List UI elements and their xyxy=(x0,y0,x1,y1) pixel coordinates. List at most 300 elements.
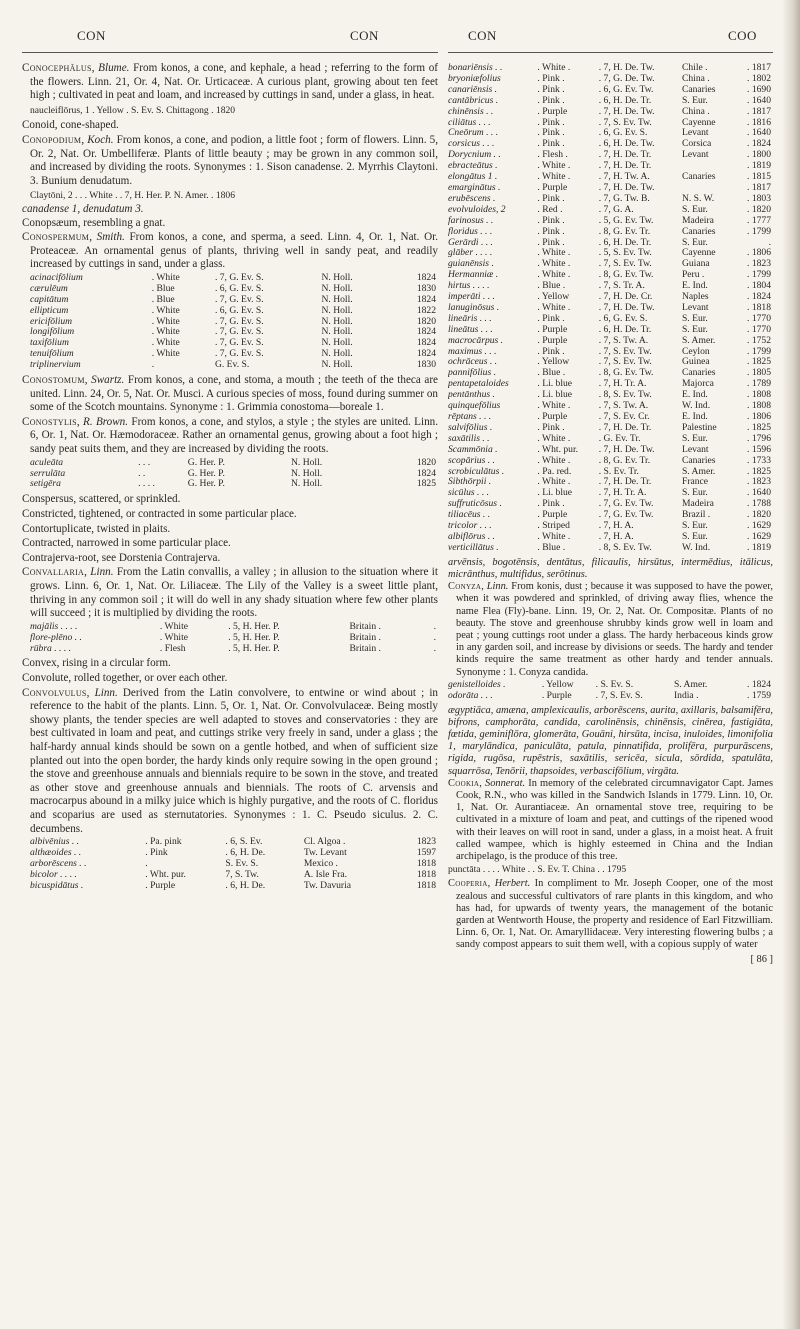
species-cell: . Purple xyxy=(537,334,568,346)
species-cell: tiliacēus . . xyxy=(448,509,491,521)
species-cell: genistelloides . xyxy=(448,678,506,690)
species-cell: . 7, S. Ev. Tw. xyxy=(598,116,652,128)
species-cell: . Yellow xyxy=(541,678,574,690)
species-cell: Ceylon xyxy=(681,345,710,357)
species-cell: . 7, G. Ev. Tw. xyxy=(598,509,654,521)
species-cell: . 1629 xyxy=(747,530,771,542)
species-row xyxy=(448,445,773,456)
species-cell: . 1817 xyxy=(747,181,771,193)
species-cell: ebracteātus . xyxy=(448,160,498,172)
species-cell: maximus . . . xyxy=(448,345,497,357)
species-cell: hirtus . . . . xyxy=(448,280,490,292)
species-cell: . 1629 xyxy=(747,520,771,532)
species-cell: Britain . xyxy=(349,642,381,654)
species-cell: althæoides . . xyxy=(30,847,82,859)
species-row xyxy=(448,96,773,107)
species-cell: . 8, G. Ev. Tw. xyxy=(598,367,654,379)
species-cell: . Blue . xyxy=(537,367,566,379)
species-cell: N. S. W. xyxy=(681,192,715,204)
species-cell: Levant xyxy=(681,301,709,313)
species-cell: Palestine xyxy=(681,421,717,433)
species-cell: N. Holl. xyxy=(290,456,323,468)
species-cell: . Flesh . xyxy=(537,149,568,161)
species-cell: saxātilis . . xyxy=(448,432,490,444)
species-cell: G. Her. P. xyxy=(187,467,225,479)
species-cell: W. Ind. xyxy=(681,400,711,412)
species-cell: . 5, G. Ev. Tw. xyxy=(598,214,654,226)
species-cell: . 5, H. Her. P. xyxy=(228,642,280,654)
species-cell: . 1815 xyxy=(747,171,771,183)
species-cell: . 1800 xyxy=(747,149,771,161)
species-cell: S. Eur. xyxy=(681,487,708,499)
species-cell: . 6, H. De. Tr. xyxy=(598,94,652,106)
left-column xyxy=(22,62,438,895)
species-cell: verticillātus . xyxy=(448,541,499,553)
species-cell: . 7, H. De. Tw. xyxy=(598,62,655,73)
species-cell: Cayenne xyxy=(681,116,716,128)
species-cell: . 5, S. Ev. Tw. xyxy=(598,247,652,259)
species-cell: . Li. blue xyxy=(537,487,573,499)
species-cell: S. Amer. xyxy=(673,678,708,690)
entry-contrajerva: Contrajerva-root, see Dorstenia Contrajerva. xyxy=(22,551,221,564)
species-cell: . 6, G. Ev. S. xyxy=(598,312,648,324)
species-cell: India . xyxy=(673,689,699,701)
species-cell: . White xyxy=(159,631,188,643)
species-cell: triplinervium xyxy=(30,359,81,371)
species-line: punctāta . . . . White . . S. Ev. T. China . . 1795 xyxy=(448,864,627,876)
species-cell: N. Holl. xyxy=(321,271,353,283)
species-cell: N. Holl. xyxy=(321,293,353,305)
species-table-conostylis xyxy=(22,458,438,491)
species-cell: Canaries xyxy=(681,454,716,466)
species-cell: S. Eur. xyxy=(681,236,708,248)
entry-convallaria: Convallaria, Linn. From the Latin convallis, a valley ; in allusion to the situation where it grows. Linn. 6, Or. 1, Nat. Or. Liliaceæ. The Lily of the Valley is a sweet little plant, thriving in any common soil ; it will do well in any shady situation where few other plants will succeed ; it is multiplied by dividing the roots. xyxy=(22,566,438,620)
species-row xyxy=(448,336,773,347)
species-cell: ochrāceus . . xyxy=(448,356,498,368)
species-cell: . 1824 xyxy=(747,138,771,150)
species-cell: France xyxy=(681,476,709,488)
species-cell: . 6, G. Ev. Tw. xyxy=(598,83,654,95)
species-cell: . White . xyxy=(537,247,571,259)
species-row xyxy=(22,360,438,371)
species-cell: . 8, G. Ev. Tw. xyxy=(598,269,654,281)
species-cell: Britain . xyxy=(349,631,381,643)
species-cell: evolvuloides, 2 xyxy=(448,203,506,215)
species-cell: N. Holl. xyxy=(321,337,353,349)
species-cell: . Pink . xyxy=(537,225,565,237)
species-cell: . Pink . xyxy=(537,192,565,204)
species-cell: Levant xyxy=(681,127,709,139)
species-cell: . 1824 xyxy=(747,678,771,690)
species-cell: . 7, S. Ev. Cr. xyxy=(598,411,650,422)
species-cell: . White xyxy=(159,620,188,632)
left-running-header xyxy=(22,22,438,53)
synonym-tail xyxy=(448,557,773,581)
species-cell: . Pa. red. xyxy=(537,465,572,477)
species-cell: . 1759 xyxy=(747,689,771,701)
species-row xyxy=(22,633,438,644)
species-cell: S. Eur. xyxy=(681,323,708,335)
species-cell: 1822 xyxy=(416,304,436,316)
left-header-word-1: CON xyxy=(77,28,106,43)
species-cell: guianēnsis . xyxy=(448,258,494,270)
species-cell: . White . xyxy=(537,160,571,172)
species-cell: . Purple xyxy=(145,879,176,891)
species-cell: . 6, H. De. xyxy=(225,847,266,859)
species-cell: . Pink xyxy=(145,847,168,859)
species-cell: . 7, S. Ev. S. xyxy=(595,689,643,701)
species-cell: E. Ind. xyxy=(681,389,708,401)
species-cell: . 7, H. De. Tw. xyxy=(598,443,655,455)
species-cell: S. Eur. xyxy=(681,530,708,542)
species-table-convolvulus-continued xyxy=(448,63,773,554)
species-cell: Naples xyxy=(681,291,709,303)
species-cell: imperāti . . . xyxy=(448,291,495,303)
right-column xyxy=(448,62,773,966)
species-table-conyza xyxy=(448,680,773,702)
species-cell: rūbra . . . . xyxy=(30,642,72,654)
species-cell: . Purple xyxy=(541,689,572,701)
species-row xyxy=(22,622,438,633)
species-cell: . 1799 xyxy=(747,225,771,237)
species-cell: . White . xyxy=(537,171,571,183)
species-row xyxy=(448,107,773,118)
species-cell: . Purple xyxy=(537,105,568,117)
species-cell: . Purple xyxy=(537,181,568,193)
species-cell: Canaries xyxy=(681,83,716,95)
species-cell: . 8, G. Ev. Tr. xyxy=(598,454,651,466)
entry-conostylis: Conostylis, R. Brown. From konos, a cone, and stylos, a style ; the styles are united. Linn. 6, Or. 1, Nat. Or. Hæmodoraceæ. Rather an ornamental genus, growing about a foot high ; sandy peat suits them, and they are increased by dividing the roots. xyxy=(22,415,438,456)
species-cell: China . xyxy=(681,72,710,84)
species-cell: N. Holl. xyxy=(290,478,323,490)
species-cell: Chile . xyxy=(681,62,708,73)
species-cell: . 1806 xyxy=(747,411,771,422)
species-cell: China . xyxy=(681,105,710,117)
species-cell: Guinea xyxy=(681,356,710,368)
entry-conostomum: Conostomum, Swartz. From konos, a cone, and stoma, a mouth ; the teeth of the theca are united. Linn. 24, Or. 5, Nat. Or. Musci. A curious species of moss, found during summer on some of the Scotch mountains. Synonyme : 1. Grimmia conostoma—boreale 1. xyxy=(22,374,438,414)
species-cell: . Blue xyxy=(151,293,175,305)
species-cell: . 6, G. Ev. S. xyxy=(214,282,264,294)
entry-body: In memory of the celebrated circumnavigator Capt. James Cook, R.N., who was killed in the Sandwich Islands in 1779. Linn. 10, Or. 1, Nat. Or. Aurantiaceæ. An ornamental stove tree, requiring to be cultivated in a mixture of loam and peat, and cuttings of the ripened wood with their leaves on will root in sand, under a glass, in a moist heat. A fruit called wampee, which is highly esteemed in China and the Indian archipelago, is the produce of this tree. xyxy=(456,777,773,863)
species-cell: . Pa. pink xyxy=(145,836,182,848)
species-cell: longifōlium xyxy=(30,326,75,338)
entry-author: Linn. xyxy=(94,686,118,699)
species-cell: Tw. Levant xyxy=(303,847,347,859)
species-cell: . 1824 xyxy=(747,291,771,303)
entry-body: From konis, dust ; because it was supposed to have the power, when it was powdered and sprinkled, of driving away flies, whence the name Flea (Fly)-bane. Linn. 19, Or. 2, Nat. Or. Compositæ. Plants of no beauty. The stove and greenhouse shrubby kinds grow well in loam and peat ; young cuttings root under a glass. The hardy herbaceous kinds grow in any garden soil, and increase by divisions or seeds. The hardy and tender kinds require the same treatment as other hardy and tender annuals. Synonyme : 1. Conyza candida. xyxy=(456,581,773,678)
species-cell: Cl. Algoa . xyxy=(303,836,346,848)
species-row xyxy=(448,456,773,467)
species-cell: 1824 xyxy=(416,348,436,360)
entry-convex: Convex, rising in a circular form. xyxy=(22,657,171,670)
species-cell: corsicus . . . xyxy=(448,138,495,150)
species-row xyxy=(22,469,438,480)
species-cell: A. Isle Fra. xyxy=(303,868,348,880)
species-cell: . 1820 xyxy=(747,203,771,215)
species-cell: salvifōlius . xyxy=(448,421,493,433)
entry-author: Koch. xyxy=(87,133,114,146)
entry-conspersus: Conspersus, scattered, or sprinkled. xyxy=(22,493,181,506)
species-cell: . 1819 xyxy=(747,541,771,553)
species-row xyxy=(448,543,773,554)
species-cell: majālis . . . . xyxy=(30,620,78,632)
species-cell: Canaries xyxy=(681,225,716,237)
species-cell: . 7, H. De. Tw. xyxy=(598,301,655,313)
entry-body: Derived from the Latin convolvere, to entwine or wind about ; in reference to the habit of the plants. Linn. 5, Or. 1, Nat. Or. Convolvulaceæ. Being mostly showy plants, the tender species are well adapted to stoves and conservatories : they are best cultivated in loam and peat, and cuttings strike very freely in sand, under a glass ; the half-hardy annual kinds should be sown on a gentle hotbed, and when of sufficient size planted out into the open border, the hardy kinds only require sowing in the open ground ; the stove and greenhouse annuals and biennials require to be sown in the stove, and treated as other stove and greenhouse annuals and biennials. The roots of C. arvensis and macrocarpus abound in a milky juice which is highly purgative, and the roots of C. floridus and scoparius are used as sternutatories. Synonymes : 1. C. Pseudo siculus. 2. C. decumbens. xyxy=(30,686,438,835)
species-cell: Guiana xyxy=(681,258,710,270)
species-cell: macrocārpus . xyxy=(448,334,504,346)
species-cell: . 1770 xyxy=(747,323,771,335)
species-row xyxy=(22,644,438,655)
species-cell: Brazil . xyxy=(681,509,711,521)
species-cell: 1820 xyxy=(416,456,436,468)
species-cell: Corsica xyxy=(681,138,712,150)
species-cell: . 7, H. De. Tr. xyxy=(598,476,652,488)
species-cell: tenuifōlium xyxy=(30,348,74,360)
entry-conopodium: Conopodium, Koch. From konos, a cone, and podion, a little foot ; form of flowers. Linn. 5, Or. 2, Nat. Or. Umbelliferæ. Plants of little beauty ; may be grown in any common soil, and increased by dividing the roots. Synonymes : 1. Sison canadense. 2. Myrrhis Claytoni. 3. Bunium denudatum. xyxy=(22,133,438,187)
species-line: naucleiflōrus, 1 . Yellow . S. Ev. S. Chittagong . 1820 xyxy=(30,104,236,116)
species-cell: . Li. blue xyxy=(537,378,573,390)
species-cell: W. Ind. xyxy=(681,541,711,553)
species-cell: 1824 xyxy=(416,467,436,479)
species-cell: . Blue . xyxy=(537,541,566,553)
entry-head: Cooperia xyxy=(448,878,488,890)
species-cell: Levant xyxy=(681,149,709,161)
species-cell: . S. Ev. Tr. xyxy=(598,465,639,477)
species-cell: . 7, G. De. Tw. xyxy=(598,72,655,84)
species-cell: lanuginōsus . xyxy=(448,301,500,313)
species-table-convolvulus xyxy=(22,837,438,892)
species-cell: . 7, H. De. Tw. xyxy=(598,181,655,193)
species-cell: . 7, G. A. xyxy=(598,203,634,215)
species-cell: Madeira xyxy=(681,498,714,510)
species-cell: 1824 xyxy=(416,326,436,338)
species-cell: . . xyxy=(138,467,146,479)
species-cell: . Red . xyxy=(537,203,563,215)
species-cell: Levant xyxy=(681,443,709,455)
species-cell: . 1806 xyxy=(747,247,771,259)
species-row xyxy=(22,306,438,317)
species-cell: . White xyxy=(151,304,180,316)
species-cell: 1818 xyxy=(416,868,436,880)
species-row xyxy=(22,295,438,306)
species-cell: . S. Ev. S. xyxy=(595,678,634,690)
entry-conospermum: Conospermum, Smith. From konos, a cone, and sperma, a seed. Linn. 4, Or. 1, Nat. Or. Proteaceæ. An ornamental genus of plants, thriving well in sandy peat, and readily increased by cuttings in sand, under a glass. xyxy=(22,231,438,271)
species-cell: . White . xyxy=(537,400,571,412)
species-cell: . Wht. pur. xyxy=(145,868,186,880)
species-cell: . 6, H. De. Tr. xyxy=(598,236,652,248)
right-header-word-2: COO xyxy=(728,28,757,43)
species-cell: S. Ev. S. xyxy=(225,857,259,869)
species-cell: cantābricus . xyxy=(448,94,499,106)
species-cell: . 7, G. Ev. S. xyxy=(214,337,264,349)
entry-author: Smith. xyxy=(96,231,125,244)
species-cell: . 7, H. De. Cr. xyxy=(598,291,653,303)
entry-body: From konos, a cone, and kephale, a head ; referring to the form of the flowers. Linn. 21, Or. 4, Nat. Or. Urticaceæ. A curious plant, growing about ten feet high ; cultivated in peat and loam, and increased by cuttings in sand, under a glass, in heat. xyxy=(30,62,438,102)
entry-head: Cookia xyxy=(448,777,480,789)
species-cell: Canaries xyxy=(681,367,716,379)
right-running-header xyxy=(448,22,773,53)
entry-head: Conospermum xyxy=(22,231,90,244)
species-row xyxy=(22,458,438,469)
species-cell: scopārius . . xyxy=(448,454,495,466)
species-cell: flore-plēno . . xyxy=(30,631,82,643)
species-cell: farinosus . . xyxy=(448,214,494,226)
species-cell: . 1803 xyxy=(747,192,771,204)
species-table-convallaria xyxy=(22,622,438,655)
species-cell: . 1817 xyxy=(747,62,771,73)
entry-author: Sonnerat. xyxy=(485,777,526,789)
species-cell: . 7, G. Ev. S. xyxy=(214,293,264,305)
species-line: Claytōni, 2 . . . White . . 7, H. Her. P. N. Amer. . 1806 xyxy=(30,190,236,202)
species-cell: . 7, G. Ev. S. xyxy=(214,271,264,283)
species-cell: floridus . . . xyxy=(448,225,493,237)
species-cell: . xyxy=(433,631,436,643)
species-cell: G. Ev. S. xyxy=(214,359,250,371)
species-cell: 1818 xyxy=(416,857,436,869)
species-cell: . Pink . xyxy=(537,421,565,433)
species-cell: lineāris . . . xyxy=(448,312,492,324)
species-table-conospermum xyxy=(22,273,438,371)
species-cell: canariēnsis . xyxy=(448,83,498,95)
entry-head: Conostylis xyxy=(22,415,77,428)
species-cell: . White . xyxy=(537,454,571,466)
species-cell: . 7, S. Tr. A. xyxy=(598,280,645,292)
species-cell: . 1796 xyxy=(747,432,771,444)
species-cell: . 7, H. Tr. A. xyxy=(598,487,647,499)
species-cell: . Pink . xyxy=(537,498,565,510)
species-cell: chinēnsis . . xyxy=(448,105,494,117)
species-cell: Scammōnia . xyxy=(448,443,498,455)
species-cell: erubēscens . xyxy=(448,192,496,204)
species-cell: . 1733 xyxy=(747,454,771,466)
species-cell: N. Holl. xyxy=(321,315,353,327)
species-cell: . 7, G. Ev. S. xyxy=(214,348,264,360)
species-cell: . White xyxy=(151,271,180,283)
species-cell: . 6, H. De. Tw. xyxy=(598,138,655,150)
species-cell: ericifōlium xyxy=(30,315,73,327)
synonym-text: arvēnsis, bogotēnsis, dentātus, filicaulis, hirsūtus, intermēdius, itālicus, micrānthus, multifidus, serōtinus. xyxy=(448,556,773,580)
species-cell: setigēra xyxy=(30,478,61,490)
species-cell: . 7, G. Tw. B. xyxy=(598,192,650,204)
species-cell: Gerārdi . . . xyxy=(448,236,493,248)
species-cell: 1823 xyxy=(416,836,436,848)
species-cell: . 7, H. De. Tr. xyxy=(598,149,652,161)
species-cell: suffruticōsus . xyxy=(448,498,502,510)
species-cell: . Flesh xyxy=(159,642,186,654)
species-cell: G. Her. P. xyxy=(187,456,225,468)
entry-author: Herbert. xyxy=(494,878,531,890)
left-header-word-2: CON xyxy=(350,28,379,43)
species-cell: quinquefōlius xyxy=(448,400,501,412)
synonym-text: canadense 1, denudatum 3. xyxy=(22,202,144,215)
species-cell: . Wht. pur. xyxy=(537,443,579,455)
species-cell: scrobiculātus . xyxy=(448,465,505,477)
species-cell: 1824 xyxy=(416,337,436,349)
species-cell: . 1596 xyxy=(747,443,771,455)
species-cell: . G. Ev. Tr. xyxy=(598,432,641,444)
species-cell: . White . xyxy=(537,530,571,542)
species-cell: . 1819 xyxy=(747,160,771,172)
entry-head: Convolvulus xyxy=(22,686,87,699)
species-cell: N. Holl. xyxy=(321,359,353,371)
species-cell: taxifōlium xyxy=(30,337,69,349)
species-cell: Peru . xyxy=(681,269,705,281)
species-cell: S. Eur. xyxy=(681,432,708,444)
species-cell: . Pink . xyxy=(537,345,565,357)
species-cell: N. Holl. xyxy=(290,467,323,479)
species-cell: . 7, S. Tw. A. xyxy=(598,334,649,346)
species-cell: 1818 xyxy=(416,879,436,891)
species-cell: tricolor . . . xyxy=(448,520,492,532)
species-cell: . xyxy=(433,642,436,654)
entry-body: In compliment to Mr. Joseph Cooper, one of the most zealous and successful cultivators of rare plants in this kingdom, and who has had, for upwards of twenty years, the management of the botanic garden at Wentworth House, the property and residence of Earl Fitzwilliam. Linn. 6, Or. 1, Nat. Or. Amaryllidaceæ. Very interesting flowering bulbs ; a sandy compost appears to suit them well, with a copious supply of water xyxy=(456,878,773,951)
species-cell: 1597 xyxy=(416,847,436,859)
species-cell: . 7, H. De. Tw. xyxy=(598,105,655,117)
species-cell: . White . xyxy=(537,432,571,444)
species-cell: . 1823 xyxy=(747,476,771,488)
species-cell: Tw. Davuria xyxy=(303,879,352,891)
species-cell: acinacifōlium xyxy=(30,271,83,283)
species-cell: . 5, H. Her. P. xyxy=(228,620,280,632)
species-cell: Hermanniæ . xyxy=(448,269,499,281)
synonym-text: ægyptiāca, amæna, amplexicaulis, arborēscens, aurita, axillaris, balsamifēra, bifrons, camphorāta, candida, carolinēnsis, chinēnsis, cinērea, fastigiāta, fœtida, geminiflōra, glomerāta, Gouāni, hirsūta, incisa, inuloides, limonifolia 1, marylāndica, paniculāta, patula, pinnatifida, prolifēra, purpurāscens, rigida, rugōsa, rupēstris, saxātilis, sericēa, sicula, sōrdida, spatulāta, squarrōsa, Tenōrii, thapsoides, verbascifōlium, virgāta. xyxy=(448,704,773,777)
species-cell: . 1825 xyxy=(747,465,771,477)
species-cell: . 7, H. Tw. A. xyxy=(598,171,650,183)
species-cell: . 8, S. Ev. Tw. xyxy=(598,541,652,553)
entry-author: R. Brown. xyxy=(83,415,129,428)
species-cell: . White . xyxy=(537,258,571,270)
species-cell: . White xyxy=(151,337,180,349)
entry-head: Conocephălus xyxy=(22,62,92,74)
species-cell: . 6, G. Ev. S. xyxy=(214,304,264,316)
species-cell: lineātus . . . xyxy=(448,323,493,335)
entry-cookia: Cookia, Sonnerat. In memory of the celebrated circumnavigator Capt. James Cook, R.N., who was killed in the Sandwich Islands in 1779. Linn. 10, Or. 1, Nat. Or. Aurantiaceæ. An ornamental stove tree, requiring to be cultivated in a mixture of loam and peat, and cuttings of the ripened wood with their leaves on will root in sand, under a glass, in a moist heat. A fruit called wampee, which is highly esteemed in China and the Indian archipelago, is the produce of this tree. xyxy=(448,777,773,863)
entry-author: Blume. xyxy=(98,62,130,74)
entry-body: From konos, a cone, and stoma, a mouth ; the teeth of the theca are united. Linn. 24, Or. 5, Nat. Or. Musci. A curious species of moss, found during summer on some of the Scotch mountains. Synonyme : 1. Grimmia conostoma—boreale 1. xyxy=(30,374,438,414)
species-cell: . 7, S. Ev. Tw. xyxy=(598,356,652,368)
species-cell: . 1640 xyxy=(747,127,771,139)
species-row xyxy=(22,479,438,490)
species-cell: . Pink . xyxy=(537,72,565,84)
species-cell: S. Eur. xyxy=(681,203,708,215)
species-cell: . 1825 xyxy=(747,356,771,368)
entry-body: From konos, a cone, and stylos, a style ; the styles are united. Linn. 6, Or. 1, Nat. Or. Hæmodoraceæ. Rather an ornamental genus, growing about a foot high ; sandy peat suits them, and they are increased by dividing the roots. xyxy=(30,415,438,456)
species-cell: . White . xyxy=(537,269,571,281)
page-number: [ 86 ] xyxy=(750,953,773,965)
species-cell: . Pink . xyxy=(537,94,565,106)
species-cell: Sibthōrpii . xyxy=(448,476,492,488)
species-cell: albiflōrus . . xyxy=(448,530,495,542)
species-cell: S. Eur. xyxy=(681,94,708,106)
species-cell: Madeira xyxy=(681,214,714,226)
species-cell: serrulāta xyxy=(30,467,66,479)
species-cell: . 1816 xyxy=(747,116,771,128)
entry-conoid: Conoid, cone-shaped. xyxy=(22,119,119,132)
species-cell: . 7, H. A. xyxy=(598,530,634,542)
entry-author: Linn. xyxy=(90,566,114,579)
species-cell: N. Holl. xyxy=(321,326,353,338)
species-cell: . 1817 xyxy=(747,105,771,117)
species-cell: 1830 xyxy=(416,282,436,294)
species-cell: N. Holl. xyxy=(321,304,353,316)
species-cell: . 1808 xyxy=(747,400,771,412)
species-cell: E. Ind. xyxy=(681,280,708,292)
species-cell: . 1808 xyxy=(747,389,771,401)
species-cell: S. Eur. xyxy=(681,312,708,324)
species-cell: . 6, H. De. xyxy=(225,879,266,891)
species-cell: . Li. blue xyxy=(537,389,573,401)
